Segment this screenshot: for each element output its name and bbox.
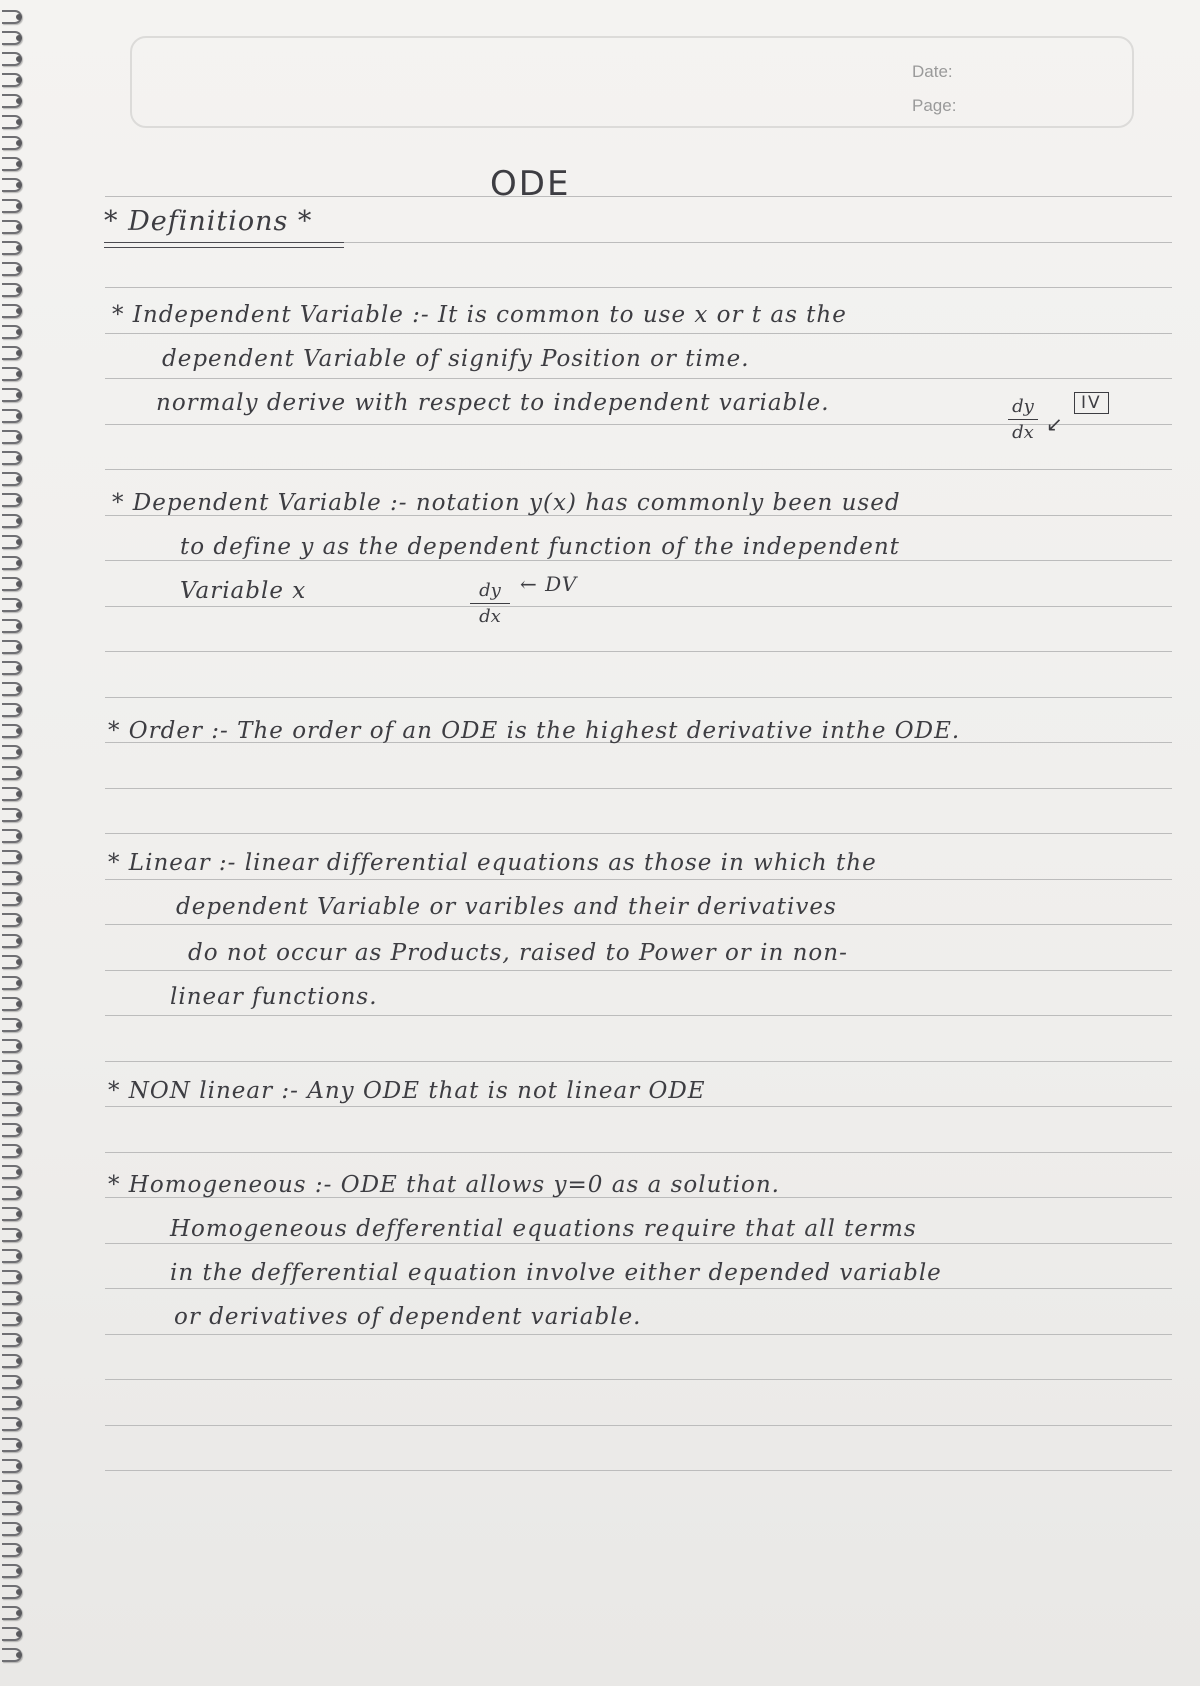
binding-hole (16, 1022, 22, 1028)
fraction-denominator: dx (479, 606, 501, 627)
binding-hole (16, 770, 22, 776)
binding-hole (16, 875, 22, 881)
binding-hole (16, 413, 22, 419)
binding-hole (16, 14, 22, 20)
binding-hole (16, 77, 22, 83)
binding-hole (16, 833, 22, 839)
binding-hole (16, 1106, 22, 1112)
binding-hole (16, 1400, 22, 1406)
binding-hole (16, 896, 22, 902)
homogeneous-line-1: * Homogeneous :- ODE that allows y=0 as a solution. (108, 1172, 780, 1198)
ruled-line (105, 788, 1172, 789)
binding-hole (16, 476, 22, 482)
ruled-line (105, 879, 1172, 880)
heading-underline (104, 247, 344, 248)
binding-hole (16, 644, 22, 650)
binding-hole (16, 1463, 22, 1469)
ruled-line (105, 1470, 1172, 1471)
date-label: Date: (912, 62, 953, 81)
binding-hole (16, 602, 22, 608)
binding-hole (16, 1190, 22, 1196)
binding-hole (16, 1442, 22, 1448)
ruled-line (105, 833, 1172, 834)
ruled-line (105, 196, 1172, 197)
binding-hole (16, 1547, 22, 1553)
binding-hole (16, 917, 22, 923)
binding-hole (16, 1358, 22, 1364)
binding-hole (16, 539, 22, 545)
binding-hole (16, 1337, 22, 1343)
binding-hole (16, 203, 22, 209)
binding-hole (16, 1589, 22, 1595)
ruled-line (105, 333, 1172, 334)
binding-hole (16, 686, 22, 692)
ruled-line (105, 697, 1172, 698)
homogeneous-line-2: Homogeneous defferential equations require that all terms (170, 1216, 917, 1242)
ruled-line (105, 378, 1172, 379)
ruled-line (105, 1334, 1172, 1335)
binding-hole (16, 140, 22, 146)
binding-hole (16, 329, 22, 335)
binding-hole (16, 371, 22, 377)
ruled-line (105, 1061, 1172, 1062)
date-page-header-box (130, 36, 1134, 128)
fraction-denominator: dx (1012, 422, 1034, 443)
ruled-line (105, 1243, 1172, 1244)
dy-dx-fraction (470, 580, 510, 627)
binding-hole (16, 350, 22, 356)
binding-hole (16, 182, 22, 188)
ruled-line (105, 1152, 1172, 1153)
ruled-line (105, 970, 1172, 971)
independent-variable-line-2: dependent Variable of signify Position or time. (162, 346, 750, 372)
linear-line-3: do not occur as Products, raised to Power or in non- (188, 940, 848, 966)
binding-hole (16, 1001, 22, 1007)
binding-hole (16, 392, 22, 398)
binding-hole (16, 1211, 22, 1217)
heading-underline (104, 242, 344, 243)
ruled-line (105, 287, 1172, 288)
ruled-line (105, 1288, 1172, 1289)
binding-hole (16, 1484, 22, 1490)
binding-hole (16, 1127, 22, 1133)
dependent-variable-line-2: to define y as the dependent function of the independent (180, 534, 900, 560)
binding-hole (16, 518, 22, 524)
binding-hole (16, 1232, 22, 1238)
binding-hole (16, 35, 22, 41)
iv-boxed-label: IV (1074, 392, 1109, 414)
homogeneous-line-4: or derivatives of dependent variable. (174, 1304, 642, 1330)
dependent-variable-line-3: Variable x (180, 578, 307, 604)
dv-annotation: ← DV (520, 572, 578, 596)
binding-hole (16, 224, 22, 230)
binding-hole (16, 1568, 22, 1574)
linear-line-1: * Linear :- linear differential equations as those in which the (108, 850, 877, 876)
binding-hole (16, 245, 22, 251)
spiral-binding (0, 10, 28, 1660)
binding-hole (16, 749, 22, 755)
binding-hole (16, 455, 22, 461)
ruled-line (105, 1379, 1172, 1380)
fraction-numerator: dy (1012, 396, 1034, 417)
binding-hole (16, 1316, 22, 1322)
arrow-icon: ↙ (1046, 412, 1063, 436)
binding-hole (16, 581, 22, 587)
binding-hole (16, 980, 22, 986)
binding-hole (16, 1295, 22, 1301)
fraction-bar (470, 603, 510, 604)
binding-hole (16, 1631, 22, 1637)
ruled-line (105, 1425, 1172, 1426)
binding-hole (16, 98, 22, 104)
independent-variable-line-1: * Independent Variable :- It is common to use x or t as the (112, 302, 847, 328)
binding-hole (16, 560, 22, 566)
binding-hole (16, 1526, 22, 1532)
binding-hole (16, 1253, 22, 1259)
binding-hole (16, 1610, 22, 1616)
dy-dx-fraction (1008, 396, 1038, 443)
page-title: ODE (490, 164, 571, 204)
binding-hole (16, 1505, 22, 1511)
binding-hole (16, 56, 22, 62)
binding-hole (16, 161, 22, 167)
homogeneous-line-3: in the defferential equation involve either depended variable (170, 1260, 942, 1286)
binding-hole (16, 812, 22, 818)
binding-hole (16, 854, 22, 860)
binding-hole (16, 791, 22, 797)
ruled-line (105, 924, 1172, 925)
binding-hole (16, 497, 22, 503)
binding-hole (16, 707, 22, 713)
binding-hole (16, 1379, 22, 1385)
definitions-heading: * Definitions * (104, 206, 313, 237)
linear-line-4: linear functions. (170, 984, 378, 1010)
binding-hole (16, 266, 22, 272)
dependent-variable-line-1: * Dependent Variable :- notation y(x) has commonly been used (112, 490, 901, 516)
binding-hole (16, 938, 22, 944)
binding-hole (16, 623, 22, 629)
ruled-line (105, 560, 1172, 561)
ruled-line (105, 651, 1172, 652)
ruled-line (105, 1106, 1172, 1107)
ruled-line (105, 606, 1172, 607)
binding-hole (16, 1652, 22, 1658)
binding-hole (16, 1148, 22, 1154)
ruled-line (105, 1015, 1172, 1016)
order-definition: * Order :- The order of an ODE is the highest derivative inthe ODE. (108, 718, 961, 744)
binding-hole (16, 665, 22, 671)
binding-hole (16, 1043, 22, 1049)
fraction-numerator: dy (479, 580, 501, 601)
independent-variable-line-3: normaly derive with respect to independent variable. (156, 390, 830, 416)
binding-hole (16, 1169, 22, 1175)
binding-hole (16, 1274, 22, 1280)
page-label: Page: (912, 96, 957, 115)
binding-hole (16, 119, 22, 125)
binding-hole (16, 434, 22, 440)
binding-hole (16, 287, 22, 293)
binding-hole (16, 728, 22, 734)
binding-hole (16, 959, 22, 965)
fraction-bar (1008, 419, 1038, 420)
nonlinear-definition: * NON linear :- Any ODE that is not linear ODE (108, 1078, 706, 1104)
binding-hole (16, 1421, 22, 1427)
binding-hole (16, 1064, 22, 1070)
ruled-line (105, 469, 1172, 470)
binding-hole (16, 308, 22, 314)
linear-line-2: dependent Variable or varibles and their derivatives (176, 894, 837, 920)
binding-hole (16, 1085, 22, 1091)
